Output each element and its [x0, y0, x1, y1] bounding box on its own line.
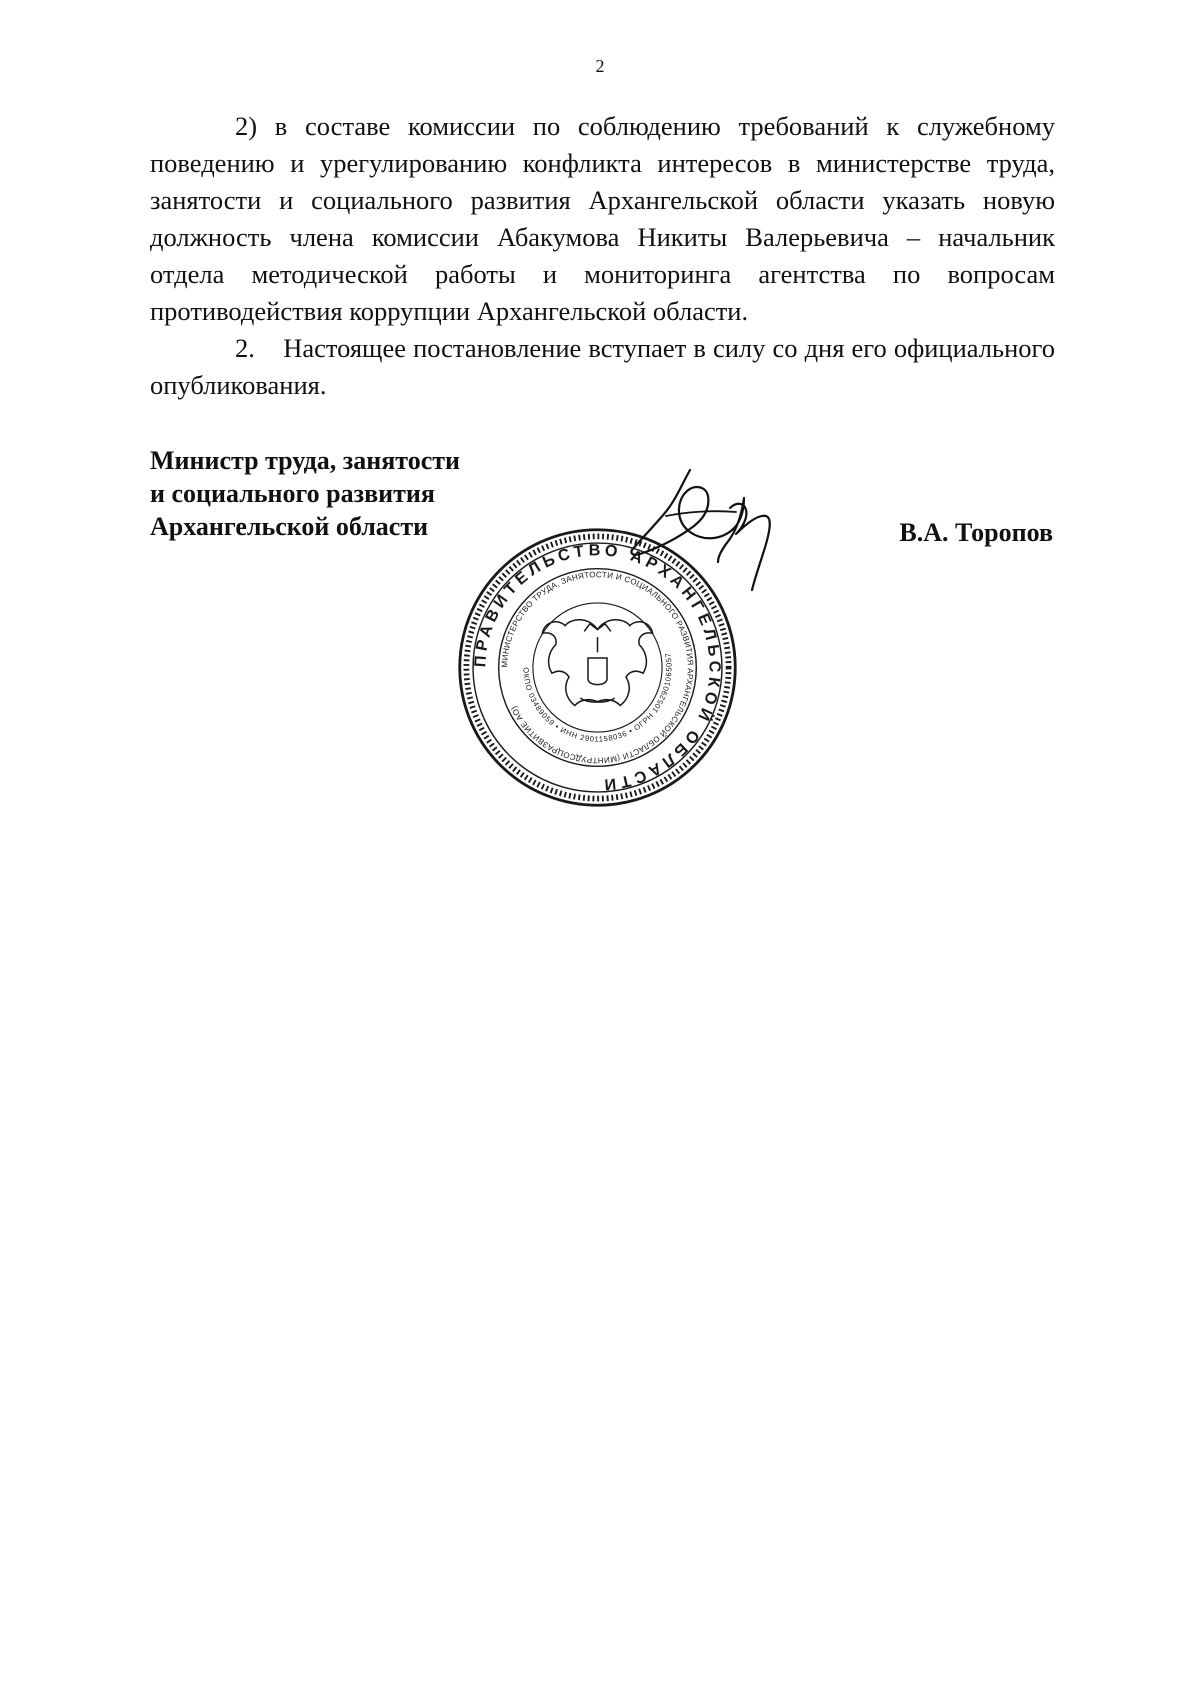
handwritten-signature [630, 460, 800, 610]
signatory-position-line: Министр труда, занятости [150, 446, 461, 475]
document-body [150, 108, 1055, 404]
coat-of-arms-icon [542, 620, 652, 706]
stamp-codes-text: ОКПО 03489059 • ИНН 2901158036 • ОГРН 1052901065057 [521, 651, 674, 744]
signatory-name: В.А. Торопов [899, 518, 1053, 547]
svg-text:ОКПО 03489059 • ИНН 2901158036 [521, 652, 673, 744]
signatory-position-line: Архангельской области [150, 512, 429, 541]
stamp-inner-text: МИНИСТЕРСТВО ТРУДА, ЗАНЯТОСТИ И СОЦИАЛЬНОГО РАЗВИТИЯ АРХАНГЕЛЬСКОЙ ОБЛАСТИ (МИНТРУДСОЦРАЗВИТИЕ АО) [500, 570, 695, 765]
paragraph-point-2: 2. Настоящее постановление вступает в силу со дня его официального опубликования. [150, 333, 1055, 400]
signatory-position [150, 444, 460, 543]
stamp-outer-text: ПРАВИТЕЛЬСТВО АРХАНГЕЛЬСКОЙ ОБЛАСТИ [471, 541, 724, 794]
page-number: 2 [595, 56, 605, 76]
signatory-position-line: и социального развития [150, 479, 435, 508]
paragraph-item-2: 2) в составе комиссии по соблюдению требований к служебному поведению и урегулированию конфликта интересов в министерстве труда, занятости и социального развития Архангельской области указать новую должность члена комиссии Абакумова Никиты Валерьевича – начальник отдела методической работы и мониторинга агентства по вопросам противодействия коррупции Архангельской области. [150, 111, 1055, 326]
